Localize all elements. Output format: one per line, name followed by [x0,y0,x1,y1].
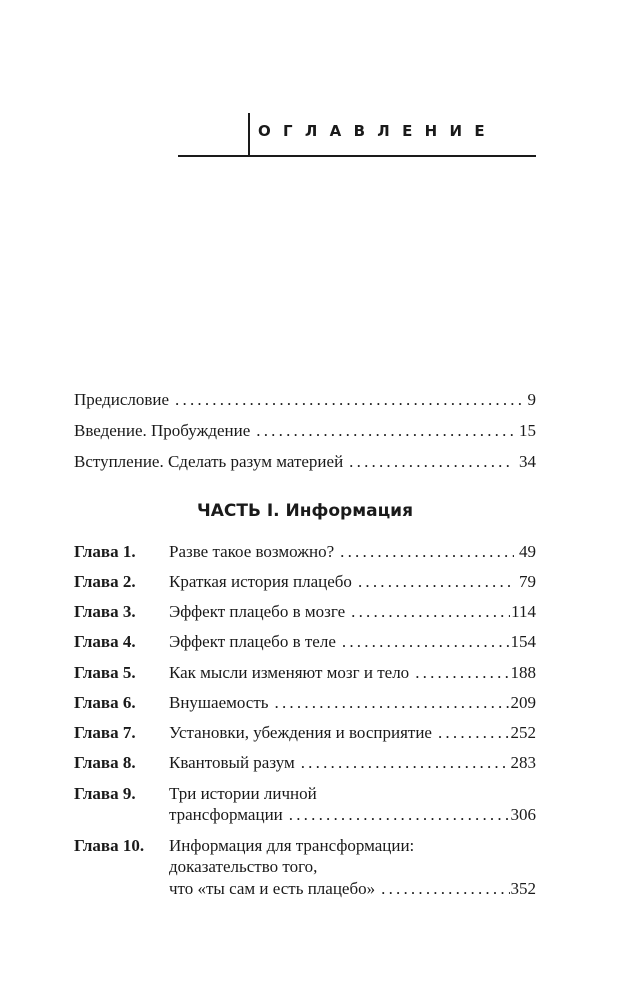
dot-leader [381,879,509,899]
dot-leader [301,753,510,773]
entry-title: Вступление. Сделать разум материей [74,452,344,471]
header-vertical-rule [248,113,250,157]
toc-entry-chapter-4 [169,632,536,652]
entry-title: Эффект плацебо в мозге [169,602,346,621]
entry-title-line: Информация для трансформации: [169,836,415,855]
entry-title: Квантовый разум [169,753,295,772]
toc-entry-chapter-8 [169,753,536,773]
toc-heading: ОГЛАВЛЕНИЕ [258,122,497,140]
chapter-label: Глава 6. [74,693,136,712]
toc-entry-chapter-9 [169,805,536,825]
entry-page: 306 [510,805,536,824]
entry-page: 79 [519,572,536,591]
entry-title: Эффект плацебо в теле [169,632,336,651]
toc-entry-chapter-3 [169,602,536,622]
chapter-label: Глава 5. [74,663,136,682]
entry-title: Предисловие [74,390,170,409]
header-horizontal-rule [178,155,536,157]
entry-page: 352 [510,879,536,898]
chapter-label: Глава 4. [74,632,136,651]
chapter-label: Глава 7. [74,723,136,742]
entry-title: Внушаемость [169,693,269,712]
toc-entry-introduction [74,421,536,441]
entry-page: 9 [527,390,536,409]
chapter-label: Глава 3. [74,602,136,621]
entry-page: 188 [510,663,536,682]
entry-page: 283 [510,753,536,772]
entry-page: 34 [519,452,536,471]
toc-entry-chapter-2 [169,572,536,592]
entry-page: 114 [511,602,536,621]
entry-title-line: доказательство того, [169,857,318,876]
entry-page: 154 [510,632,536,651]
toc-entry-chapter-7 [169,723,536,743]
dot-leader [340,542,514,562]
entry-title: трансформации [169,805,283,824]
dot-leader [342,632,510,652]
entry-title: Краткая история плацебо [169,572,352,591]
dot-leader [256,421,514,441]
entry-page: 15 [519,421,536,440]
entry-title: Введение. Пробуждение [74,421,251,440]
chapter-label: Глава 10. [74,836,145,855]
chapter-label: Глава 9. [74,784,136,803]
toc-entry-chapter-1 [169,542,536,562]
entry-title: Установки, убеждения и восприятие [169,723,432,742]
toc-entry-chapter-10 [169,879,536,899]
dot-leader [438,723,510,743]
entry-title: что «ты сам и есть плацебо» [169,879,376,898]
part-heading: ЧАСТЬ I. Информация [196,501,414,521]
dot-leader [351,602,510,622]
chapter-label: Глава 8. [74,753,136,772]
entry-title: Как мысли изменяют мозг и тело [169,663,410,682]
chapter-label: Глава 2. [74,572,136,591]
entry-title: Разве такое возможно? [169,542,335,561]
toc-entry-chapter-5 [169,663,536,683]
dot-leader [289,805,510,825]
toc-entry-chapter-6 [169,693,536,713]
entry-page: 209 [510,693,536,712]
dot-leader [275,693,510,713]
dot-leader [175,390,522,410]
dot-leader [415,663,509,683]
chapter-label: Глава 1. [74,542,136,561]
entry-page: 49 [519,542,536,561]
entry-page: 252 [510,723,536,742]
toc-entry-prologue [74,452,536,472]
dot-leader [349,452,514,472]
entry-title-line: Три истории личной [169,784,317,803]
toc-entry-foreword [74,390,536,410]
dot-leader [358,572,514,592]
